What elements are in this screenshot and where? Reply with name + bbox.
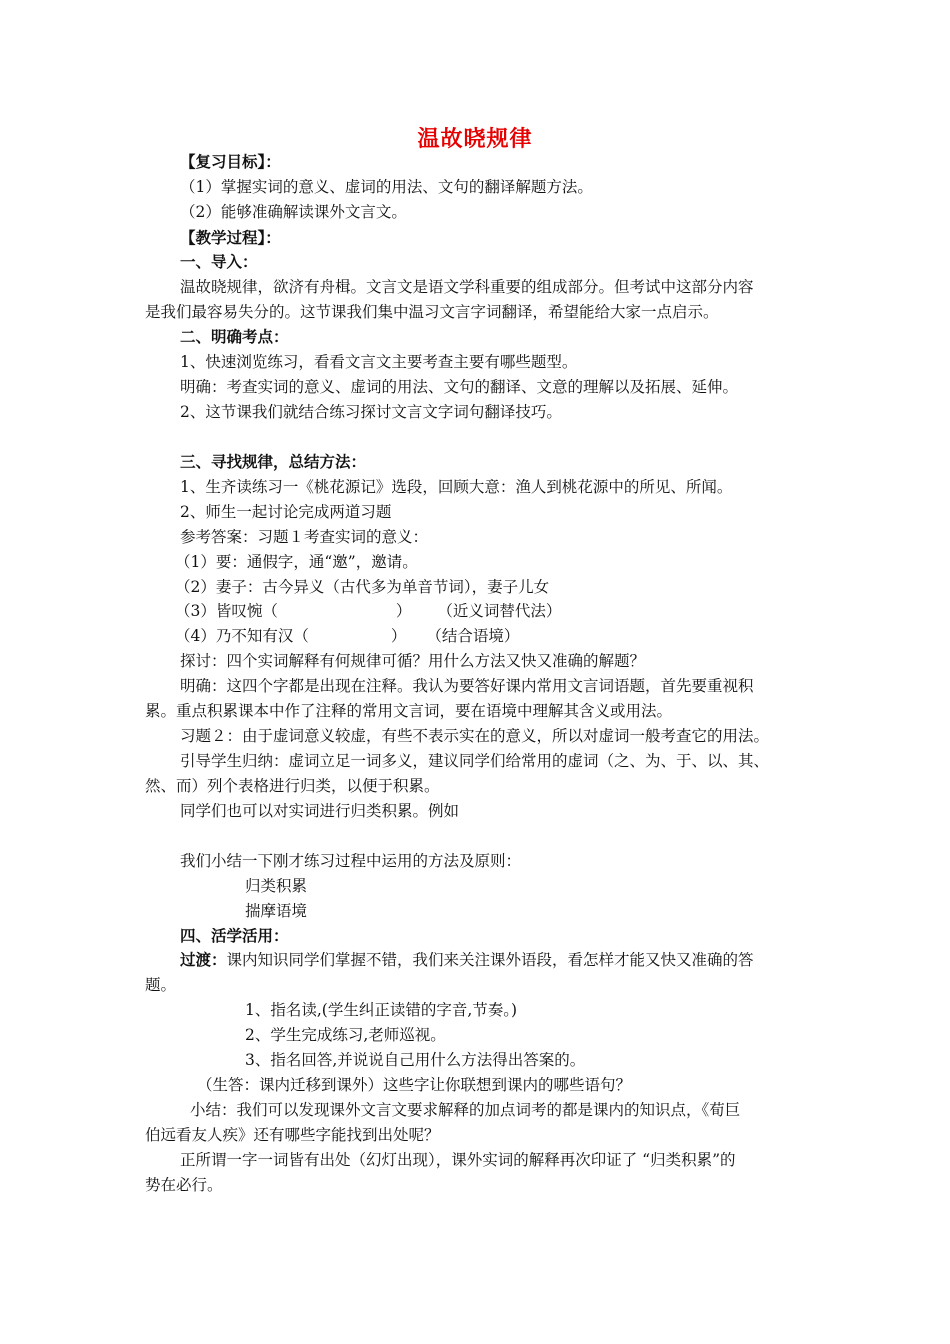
activity-step-2: 2、学生完成练习,老师巡视。 <box>245 1026 446 1044</box>
transition-line-2: 题。 <box>145 976 177 994</box>
activity-step-1: 1、指名读,(学生纠正读错的字音,节奏。) <box>245 1001 518 1019</box>
answer-item-4 <box>175 626 519 646</box>
activity-step-3: 3、指名回答,并说说自己用什么方法得出答案的。 <box>245 1051 586 1069</box>
exercise-2: 习题２：由于虚词意义较虚，有些不表示实在的意义，所以对虚词一般考查它的用法。 <box>180 727 770 745</box>
closing-line-1: 正所谓一字一词皆有出处（幻灯出现），课外实词的解释再次印证了 “归类积累”的 <box>180 1151 736 1169</box>
section-2-heading: 二、明确考点： <box>180 328 289 346</box>
transition-label: 过渡： <box>180 951 227 969</box>
clarification-line-1: 明确：这四个字都是出现在注释。我认为要答好课内常用文言词语题，首先要重视积 <box>180 677 754 695</box>
answer-item-1: （1）要：通假字，通“邀”，邀请。 <box>175 553 418 571</box>
method-2: 揣摩语境 <box>245 902 308 920</box>
section-4-heading: 四、活学活用： <box>180 927 289 945</box>
closing-line-2: 势在必行。 <box>145 1176 223 1194</box>
section-2-line-2: 明确：考查实词的意义、虚词的用法、文句的翻译、文意的理解以及拓展、延伸。 <box>180 378 739 396</box>
classify-note: 同学们也可以对实词进行归类积累。例如 <box>180 802 460 820</box>
answer-item-3 <box>175 601 561 621</box>
answer-item-3-word: （3）皆叹惋（ <box>175 602 278 620</box>
student-answer: （生答：课内迁移到课外）这些字让你联想到课内的哪些语句？ <box>197 1076 632 1094</box>
summary-intro: 我们小结一下刚才练习过程中运用的方法及原则： <box>180 852 522 870</box>
section-2-line-3: 2、这节课我们就结合练习探讨文言文字词句翻译技巧。 <box>180 403 562 421</box>
goal-2: （2）能够准确解读课外文言文。 <box>180 203 407 221</box>
page-title: 温故晓规律 <box>417 127 533 152</box>
answer-item-2: （2）妻子：古今异义（古代多为单音节词），妻子儿女 <box>175 578 550 596</box>
answer-item-4-method: （结合语境） <box>426 627 520 645</box>
goal-1: （1）掌握实词的意义、虚词的用法、文句的翻译解题方法。 <box>180 178 593 196</box>
guide-line-1: 引导学生归纳：虚词立足一词多义，建议同学们给常用的虚词（之、为、于、以、其、 <box>180 752 770 770</box>
transition-text: 课内知识同学们掌握不错，我们来关注课外语段，看怎样才能又快又准确的答 <box>226 951 754 969</box>
answer-item-3-close: ） <box>395 602 412 620</box>
method-1: 归类积累 <box>245 877 308 895</box>
clarification-line-2: 累。重点积累课本中作了注释的常用文言词，要在语境中理解其含义或用法。 <box>145 702 673 720</box>
section-3-line-2: 2、师生一起讨论完成两道习题 <box>180 503 392 521</box>
summary-line-1: 小结：我们可以发现课外文言文要求解释的加点词考的都是课内的知识点，《荀巨 <box>190 1101 741 1119</box>
section-3-heading: 三、寻找规律，总结方法： <box>180 453 367 471</box>
answer-item-4-close: ） <box>390 627 407 645</box>
answer-item-4-word: （4）乃不知有汉（ <box>175 627 309 645</box>
process-heading: 【教学过程】： <box>180 229 281 247</box>
section-3-line-1: 1、生齐读练习一《桃花源记》选段，回顾大意：渔人到桃花源中的所见、所闻。 <box>180 478 733 496</box>
discussion-question: 探讨：四个实词解释有何规律可循？用什么方法又快又准确的解题？ <box>180 652 646 670</box>
section-2-line-1: 1、快速浏览练习，看看文言文主要考查主要有哪些题型。 <box>180 353 578 371</box>
section-1-heading: 一、导入： <box>180 253 258 271</box>
goals-heading: 【复习目标】： <box>180 153 281 171</box>
summary-line-2: 伯远看友人疾》还有哪些字能找到出处呢？ <box>145 1126 440 1144</box>
section-1-paragraph-line-2: 是我们最容易失分的。这节课我们集中温习文言字词翻译，希望能给大家一点启示。 <box>145 303 719 321</box>
guide-line-2: 然、而）列个表格进行归类，以便于积累。 <box>145 777 440 795</box>
transition-line-1 <box>180 950 754 970</box>
section-1-paragraph-line-1: 温故晓规律，欲济有舟楫。文言文是语文学科重要的组成部分。但考试中这部分内容 <box>180 278 754 296</box>
section-3-line-3: 参考答案：习题１考查实词的意义： <box>180 528 429 546</box>
answer-item-3-method: （近义词替代法） <box>437 602 562 620</box>
